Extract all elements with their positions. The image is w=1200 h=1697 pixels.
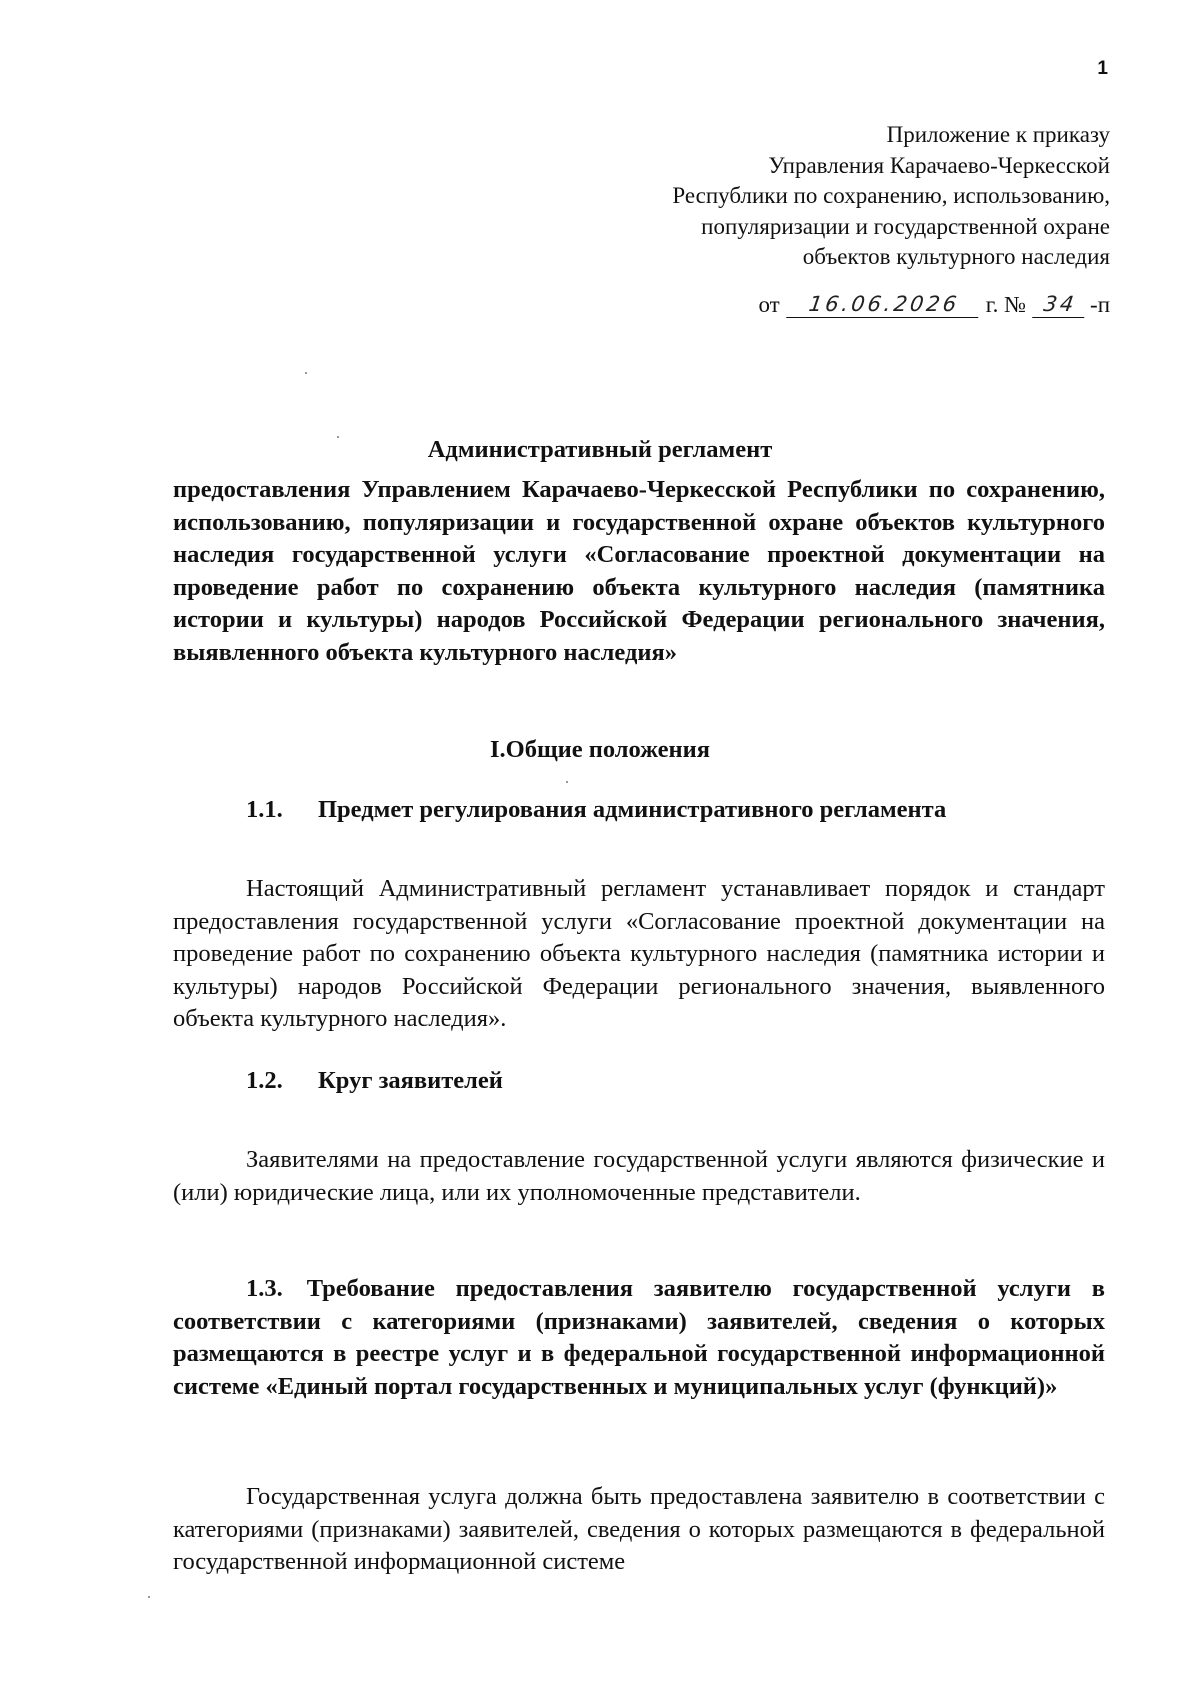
scan-speck [566, 781, 568, 783]
subsection-paragraph: Настоящий Административный регламент устанавливает порядок и стандарт предоставления государственной услуги «Согласование проектной документации на проведение работ по сохранению объекта культурного наследия (памятника истории и культуры) народов Российской Федерации регионального значения, выявленного объекта культурного наследия». [173, 875, 1105, 1032]
subsection-number: 1.3. [246, 1275, 283, 1302]
header-line: Приложение к приказу [886, 122, 1110, 147]
scan-speck [337, 436, 339, 438]
document-title: Административный регламент [427, 436, 773, 463]
section-title: I.Общие положения [490, 736, 710, 763]
subsection-title: Круг заявителей [318, 1067, 503, 1094]
order-prefix: от [758, 292, 780, 317]
order-line [758, 292, 1110, 318]
header-block [590, 120, 1110, 273]
subsection-number: 1.1. [246, 796, 283, 823]
header-line: объектов культурного наследия [802, 244, 1110, 269]
subsection-title: Предмет регулирования административного регламента [318, 796, 947, 823]
subsection-number: 1.2. [246, 1067, 283, 1094]
subsection-heading [173, 1273, 1105, 1403]
header-line: Республики по сохранению, использованию, [672, 183, 1110, 208]
document-subtitle: предоставления Управлением Карачаево-Черкесской Республики по сохранению, использованию, популяризации и государственной охране объектов культурного наследия государственной услуги «Согласование проектной документации на проведение работ по сохранению объекта культурного наследия (памятника истории и культуры) народов Российской Федерации регионального значения, выявленного объекта культурного наследия» [173, 476, 1105, 666]
subsection-paragraph: Государственная услуга должна быть предоставлена заявителю в соответствии с категориями (признаками) заявителей, сведения о которых размещаются в федеральной государственной информационной системе [173, 1483, 1105, 1575]
header-line: популяризации и государственной охране [701, 213, 1110, 239]
header-line: Управления Карачаево-Черкесской [768, 152, 1110, 178]
scan-speck [305, 372, 307, 374]
subsection-heading [246, 796, 946, 824]
order-date-handwritten: 16.06.2026 [786, 292, 982, 318]
subsection-title: Требование предоставления заявителю государственной услуги в соответствии с категориями (признаками) заявителей, сведения о которых размещаются в реестре услуг и в федеральной государственной информационной системе «Единый портал государственных и муниципальных услуг (функций)» [173, 1275, 1105, 1400]
scan-speck [148, 1596, 150, 1598]
order-year-suffix: г. № [985, 292, 1027, 317]
order-number-handwritten: 34 [1032, 292, 1088, 318]
order-number-suffix: -п [1090, 292, 1110, 317]
page-number: 1 [1097, 58, 1108, 79]
subsection-heading [246, 1067, 503, 1095]
subsection-paragraph: Заявителями на предоставление государственной услуги являются физические и (или) юридические лица, или их уполномоченные представители. [173, 1146, 1105, 1206]
